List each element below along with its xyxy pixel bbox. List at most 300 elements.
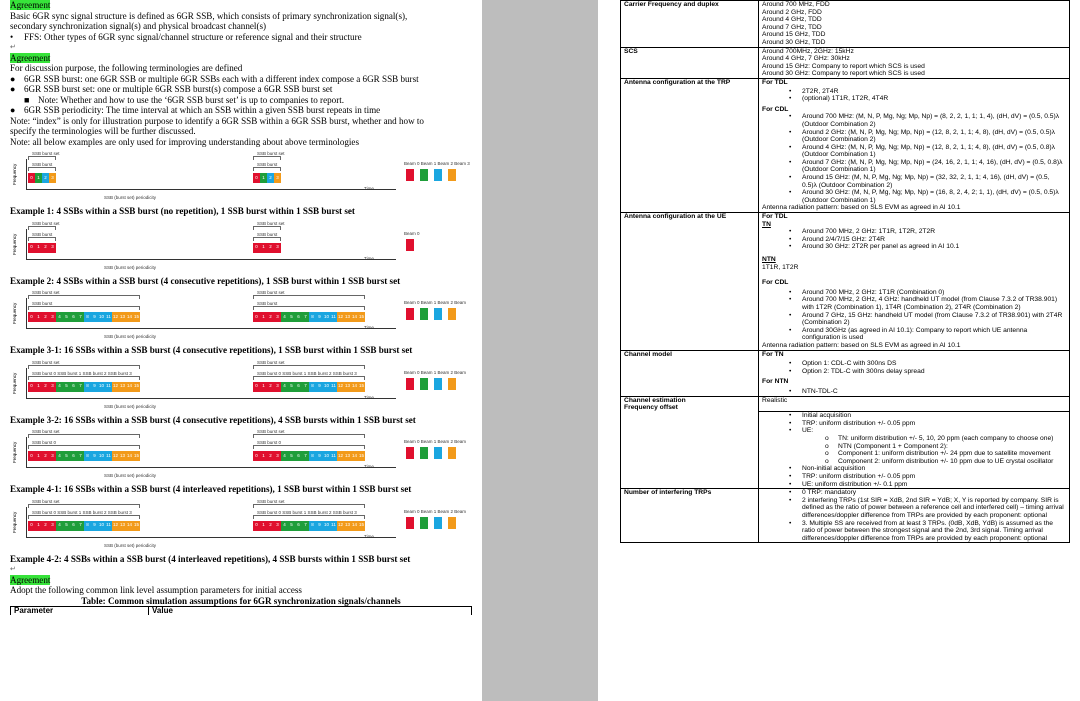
example-caption: Example 1: 4 SSBs within a SSB burst (no repetition), 1 SSB burst within 1 SSB burst set: [10, 206, 355, 216]
beam-legend-swatch: [448, 308, 456, 320]
beam-legend-swatch: [420, 447, 428, 459]
ssb-block: 9: [91, 382, 98, 392]
ssb-block: 3: [274, 173, 281, 183]
burst-set-label: SSB burst set: [257, 498, 285, 504]
ssb-block: 6: [295, 451, 302, 461]
ssb-block: 1: [260, 382, 267, 392]
row-scs: [621, 47, 1070, 78]
burst-label: SSB burst: [32, 231, 53, 237]
params-table: [620, 0, 1070, 543]
left-page: [0, 0, 482, 701]
row-interfering-trps: [621, 489, 1070, 543]
param-name: Antenna configuration at the UE: [621, 213, 759, 351]
ssb-block: 15: [358, 382, 365, 392]
ssb-block: 7: [302, 521, 309, 531]
burst-set-label: SSB burst set: [257, 151, 285, 156]
ssb-figure: [14, 427, 472, 483]
terminology-sub-bullet: ■ Note: Whether and how to use the ‘6GR SSB burst set’ is up to companies to report.: [24, 94, 345, 105]
beam-legend: [406, 378, 456, 390]
frequency-label: Frequency: [12, 163, 17, 185]
beam-legend: [406, 517, 456, 529]
ssb-block: 10: [323, 312, 330, 322]
time-label: Time: [364, 325, 374, 330]
param-value: Realistic: [759, 396, 1070, 412]
terminology-bullet: ● 6GR SSB periodicity: The time interval at which an SSB within a given SSB burst repeats in time: [10, 105, 381, 115]
burst-set-label: SSB burst set: [257, 429, 285, 434]
ssb-block: 12: [112, 312, 119, 322]
ssb-block: 7: [77, 451, 84, 461]
ssb-block: 5: [288, 451, 295, 461]
burst-bracket: [28, 306, 140, 310]
ssb-block: 0: [253, 243, 260, 253]
frequency-label: Frequency: [12, 511, 17, 533]
burst-label: SSB burst 0 SSB burst 1 SSB burst 2 SSB burst 3: [257, 509, 357, 515]
ssb-block: 1: [35, 382, 42, 392]
ssb-block: 15: [133, 382, 140, 392]
ssb-block: 0: [28, 312, 35, 322]
burst-set-label: SSB burst set: [32, 220, 60, 226]
time-label: Time: [364, 533, 374, 539]
time-axis: [26, 189, 396, 190]
ssb-block: 14: [351, 451, 358, 461]
ssb-block: 5: [288, 382, 295, 392]
right-page: [598, 0, 1080, 701]
beam-legend-swatch: [406, 239, 414, 251]
ssb-figure: [14, 497, 472, 553]
ssb-block: 0: [253, 382, 260, 392]
ssb-figure: [14, 288, 472, 344]
ssb-block: 11: [105, 382, 112, 392]
ssb-block: 2: [267, 521, 274, 531]
time-axis: [26, 537, 396, 538]
burst-set-label: SSB burst set: [257, 359, 285, 365]
ssb-block: 2: [267, 451, 274, 461]
frequency-label: Frequency: [12, 302, 17, 324]
param-name: Channel estimation Frequency offset: [621, 396, 759, 412]
ssb-block-group: [28, 312, 140, 322]
ssb-block-group: [253, 521, 365, 531]
frequency-axis: [26, 159, 27, 189]
ssb-block: 8: [309, 312, 316, 322]
burst-set-label: SSB burst set: [257, 220, 285, 226]
param-name: Antenna configuration at the TRP: [621, 78, 759, 212]
param-value: Around 700 MHz, FDD Around 2 GHz, FDD Around 4 GHz, TDD Around 7 GHz, TDD Around 15 GHz, TDD Around 30 GHz, TDD: [759, 1, 1070, 48]
terminology-bullet: ● 6GR SSB burst set: one or multiple 6GR SSB burst(s) compose a 6GR SSB burst set: [10, 84, 333, 94]
ssb-block: 14: [126, 382, 133, 392]
ssb-block: 9: [316, 451, 323, 461]
ssb-block: 9: [91, 451, 98, 461]
ssb-block: 12: [112, 451, 119, 461]
example-caption: Example 2: 4 SSBs within a SSB burst (4 consecutive repetitions), 1 SSB burst within 1 SSB burst set: [10, 275, 401, 286]
burst-bracket: [253, 306, 365, 310]
burst-set-label: SSB burst set: [32, 359, 60, 365]
ssb-block: 11: [105, 451, 112, 461]
burst-label: SSB burst 0 SSB burst 1 SSB burst 2 SSB burst 3: [32, 370, 132, 376]
ssb-block: 11: [105, 312, 112, 322]
frequency-axis: [26, 437, 27, 467]
ssb-block: 6: [70, 521, 77, 531]
frequency-axis: [26, 368, 27, 398]
ssb-block: 2: [267, 312, 274, 322]
ssb-block: 0: [253, 451, 260, 461]
ssb-block-group: [253, 312, 365, 322]
ssb-block: 11: [330, 521, 337, 531]
ssb-block: 1: [260, 521, 267, 531]
ssb-block: 3: [274, 382, 281, 392]
frequency-axis: [26, 298, 27, 328]
ssb-block: 1: [35, 451, 42, 461]
ssb-block: 1: [260, 173, 267, 183]
burst-set-label: SSB burst set: [257, 290, 285, 295]
beam-legend-swatch: [406, 169, 414, 181]
time-axis: [26, 328, 396, 329]
ssb-block: 2: [267, 243, 274, 253]
time-label: Time: [364, 255, 374, 261]
ssb-block: 0: [28, 382, 35, 392]
ssb-block: 6: [70, 451, 77, 461]
row-trp-antenna: [621, 78, 1070, 212]
beam-legend-swatch: [420, 378, 428, 390]
ssb-block: 4: [281, 521, 288, 531]
periodicity-label: SSB (burst set) periodicity: [104, 542, 157, 548]
ssb-block: 14: [351, 521, 358, 531]
beam-legend-swatch: [448, 378, 456, 390]
ssb-block: 4: [56, 312, 63, 322]
ssb-block: 4: [281, 451, 288, 461]
ssb-block: 2: [267, 382, 274, 392]
ssb-block: 6: [70, 312, 77, 322]
ssb-block: 13: [119, 451, 126, 461]
periodicity-label: SSB (burst set) periodicity: [104, 403, 157, 409]
ssb-block: 2: [42, 243, 49, 253]
ssb-block-group: [253, 382, 365, 392]
ssb-block-group: [28, 521, 140, 531]
param-value: Around 700MHz, 2GHz: 15kHz Around 4 GHz, 7 GHz: 30kHz Around 15 GHz: Company to report which SCS is used Around 30 GHz: Company to report which SCS is used: [759, 47, 1070, 78]
ssb-figure: [14, 149, 472, 205]
ssb-block: 9: [91, 312, 98, 322]
ssb-block: 8: [84, 521, 91, 531]
burst-bracket: [253, 376, 365, 380]
ssb-block: 0: [253, 173, 260, 183]
burst-bracket: [28, 445, 140, 449]
ssb-block: 4: [281, 382, 288, 392]
ssb-block: 13: [344, 382, 351, 392]
periodicity-label: SSB (burst set) periodicity: [104, 334, 157, 339]
ssb-block: 6: [295, 312, 302, 322]
ssb-block: 13: [119, 312, 126, 322]
ssb-block: 14: [351, 312, 358, 322]
ssb-block: 9: [316, 312, 323, 322]
ssb-figure: [14, 219, 472, 275]
beam-legend-label: Beam 0 Beam 1 Beam 2 Beam: [404, 300, 467, 305]
left-content: [10, 0, 472, 615]
ssb-block: 11: [105, 521, 112, 531]
index-note-line: Note: “index” is only for illustration purpose to identify a 6GR SSB within a 6GR SSB burst, whether and how to: [10, 115, 424, 126]
ssb-block: 7: [77, 521, 84, 531]
ssb-block: 7: [302, 312, 309, 322]
beam-legend-swatch: [434, 378, 442, 390]
ssb-block: 11: [330, 382, 337, 392]
ssb-block: 7: [77, 312, 84, 322]
ssb-block: 7: [77, 382, 84, 392]
row-frequency-offset: [621, 412, 1070, 489]
beam-legend-swatch: [434, 447, 442, 459]
beam-legend-swatch: [420, 517, 428, 529]
ssb-block: 5: [63, 312, 70, 322]
periodicity-label: SSB (burst set) periodicity: [104, 264, 157, 270]
beam-legend-label: Beam 0 Beam 1 Beam 2 Beam 3: [404, 161, 470, 166]
beam-legend-swatch: [420, 308, 428, 320]
param-value: For TN • Option 1: CDL-C with 300ns DS • Option 2: TDL-C with 300ns delay spread For NTN • NTN-TDL-C: [759, 350, 1070, 396]
beam-legend-swatch: [434, 308, 442, 320]
burst-label: SSB burst: [257, 301, 278, 306]
example-caption: Example 3-2: 16 SSBs within a SSB burst (4 consecutive repetitions), 4 SSB bursts within 1 SSB burst set: [10, 414, 416, 425]
time-axis: [26, 467, 396, 468]
example-caption: Example 4-2: 4 SSBs within a SSB burst (4 interleaved repetitions), 4 SSB bursts within 1 SSB burst set: [10, 553, 411, 564]
periodicity-label: SSB (burst set) periodicity: [104, 195, 157, 200]
ssb-block: 13: [344, 451, 351, 461]
beam-legend-swatch: [448, 447, 456, 459]
ssb-block-group: [253, 243, 281, 253]
beam-legend-swatch: [434, 517, 442, 529]
frequency-label: Frequency: [12, 441, 17, 463]
ssb-block-group: [253, 451, 365, 461]
ssb-block: 2: [42, 312, 49, 322]
row-channel-estimation: [621, 396, 1070, 412]
beam-legend-label: Beam 0 Beam 1 Beam 2 Beam: [404, 369, 467, 375]
row-ue-antenna: [621, 213, 1070, 351]
ssb-block: 14: [126, 312, 133, 322]
ssb-block: 15: [133, 521, 140, 531]
burst-label: SSB burst 0 SSB burst 1 SSB burst 2 SSB burst 3: [32, 509, 132, 515]
agreement-3-text: Adopt the following common link level assumption parameters for initial access: [10, 585, 302, 595]
ssb-block: 9: [91, 521, 98, 531]
burst-label: SSB burst: [257, 162, 278, 167]
ssb-block: 1: [35, 243, 42, 253]
beam-legend-swatch: [406, 308, 414, 320]
ssb-block: 9: [316, 521, 323, 531]
time-axis: [26, 259, 396, 260]
ssb-block: 3: [49, 312, 56, 322]
burst-set-label: SSB burst set: [32, 290, 60, 295]
ssb-block: 4: [56, 451, 63, 461]
ssb-block-group: [253, 173, 281, 183]
ssb-block: 12: [112, 521, 119, 531]
time-label: Time: [364, 186, 374, 191]
ssb-block: 10: [98, 382, 105, 392]
ssb-block: 5: [63, 451, 70, 461]
ssb-block: 1: [260, 312, 267, 322]
burst-label: SSB burst 0 SSB burst 1 SSB burst 2 SSB burst 3: [257, 370, 357, 376]
burst-bracket: [253, 237, 281, 241]
ssb-block: 14: [126, 451, 133, 461]
ssb-block: 12: [337, 312, 344, 322]
ssb-block: 0: [253, 521, 260, 531]
beam-legend: [406, 447, 456, 459]
ssb-block: 12: [337, 521, 344, 531]
ssb-block: 8: [84, 312, 91, 322]
param-name: Number of interfering TRPs: [621, 489, 759, 543]
beam-legend-swatch: [448, 517, 456, 529]
ssb-block: 0: [253, 312, 260, 322]
ssb-block: 14: [351, 382, 358, 392]
burst-set-label: SSB burst set: [32, 498, 60, 504]
ssb-block: 8: [309, 521, 316, 531]
periodicity-label: SSB (burst set) periodicity: [104, 473, 157, 478]
frequency-label: Frequency: [12, 372, 17, 394]
ssb-block: 3: [49, 243, 56, 253]
ssb-block: 1: [260, 243, 267, 253]
agreement-1-bullet: • FFS: Other types of 6GR sync signal/channel structure or reference signal and their structure: [10, 31, 362, 42]
ssb-block: 0: [28, 521, 35, 531]
frequency-axis: [26, 229, 27, 259]
ssb-block: 6: [295, 382, 302, 392]
table-title: Table: Common simulation assumptions for 6GR synchronization signals/channels: [81, 595, 401, 606]
ssb-block: 8: [84, 382, 91, 392]
beam-legend-label: Beam 0 Beam 1 Beam 2 Beam: [404, 508, 467, 514]
ssb-block: 0: [28, 451, 35, 461]
ssb-block: 6: [70, 382, 77, 392]
burst-label: SSB burst 0: [257, 440, 282, 445]
row-channel-model: [621, 350, 1070, 396]
ssb-block: 15: [358, 521, 365, 531]
ssb-block: 13: [119, 521, 126, 531]
ssb-block: 7: [302, 382, 309, 392]
ssb-block: 12: [337, 451, 344, 461]
burst-bracket: [28, 515, 140, 519]
param-value: For TDL • 2T2R, 2T4R • (optional) 1T1R, 1T2R, 4T4R For CDL • Around 700 MHz: (M, N, P, Mg, Ng; Mp, Np) = (8, 2, 2, 1, 1; 1, 4), (dH, dV) = (0.5, 0.5)λ (Outdoor Combination 2) • Around 2 GHz: (M, N, P, Mg, Ng; Mp, Np) = (12, 8, 2, 1, 1; 4, 8), (dH, dV) = (0.5, 0.5)λ (Outdoor Combination 2) • Around 4 GHz: (M, N, P, Mg, Ng; Mp, Np) = (12, 8, 2, 1, 1; 4, 8), (dH, dV) = (0.5, 0.8)λ (Outdoor Combination 1) • Around 7 GHz: (M, N, P, Mg, Ng; Mp, Np) = (24, 16, 2, 1, 1; 4, 16), (dH, dV) = (0.5, 0.8)λ (Outdoor Combination 1) • Around 15 GHz: (M, N, P, Mg, Ng; Mp, Np) = (32, 32, 2, 1, 1; 4, 16), (dH, dV) = (0.5, 0.5)λ (Outdoor Combination 2) • Around 30 GHz: (M, N, P, Mg, Ng; Mp, Np) = (16, 8, 2, 4, 2; 1, 1), (dH, dV) = (0.5, 0.5)λ (Outdoor Combination 1) Antenna radiation pattern: based on SLS EVM as agreed in AI 10.1: [759, 78, 1070, 212]
ssb-block: 13: [344, 312, 351, 322]
ssb-block: 1: [35, 173, 42, 183]
ssb-block: 1: [35, 521, 42, 531]
ssb-block: 4: [56, 521, 63, 531]
ssb-block: 3: [49, 382, 56, 392]
ssb-block: 3: [274, 312, 281, 322]
example-caption: Example 4-1: 16 SSBs within a SSB burst (4 interleaved repetitions), 1 SSB burst within 1 SSB burst set: [10, 484, 412, 494]
burst-set-label: SSB burst set: [32, 429, 60, 434]
param-value: • 0 TRP: mandatory • 2 interfering TRPs (1st SIR = XdB, 2nd SIR = YdB; X, Y is reported by company. SIR is defined as the ratio of power between a reference cell and interfered cell) – timing arrival differences/doppler difference from TRPs are provided by each proponent: optional • 3. Multiple SS are received from at least 3 TRPs. (0dB, XdB, YdB) is assumed as the ratio of power between the strongest signal and the 2nd, 3rd signal. Timing arrival differences/doppler difference from TRPs are provided by each proponent: optional: [759, 489, 1070, 543]
param-name: Carrier Frequency and duplex: [621, 1, 759, 48]
ssb-block: 12: [112, 382, 119, 392]
param-name-cont: [621, 412, 759, 489]
beam-legend-label: Beam 0: [404, 230, 420, 236]
agreement-label-1: Agreement: [10, 0, 51, 10]
ssb-block: 10: [98, 451, 105, 461]
frequency-axis: [26, 507, 27, 537]
agreement-label-3: Agreement: [10, 574, 51, 585]
burst-bracket: [28, 376, 140, 380]
ssb-block: 10: [98, 521, 105, 531]
param-name: Channel model: [621, 350, 759, 396]
ssb-figure: [14, 358, 472, 414]
beam-legend: [406, 169, 456, 181]
examples-note: Note: all below examples are only used for improving understanding about above terminologies: [10, 136, 360, 147]
param-name: SCS: [621, 47, 759, 78]
ssb-block: 13: [344, 521, 351, 531]
terminology-bullet: ● 6GR SSB burst: one 6GR SSB or multiple 6GR SSBs each with a different index compose a 6GR SSB burst: [10, 73, 419, 84]
frequency-label: Frequency: [12, 233, 17, 255]
ssb-block: 8: [309, 382, 316, 392]
param-value: For TDL TN • Around 700 MHz, 2 GHz: 1T1R, 1T2R, 2T2R • Around 2/4/7/15 GHz: 2T4R • Around 30 GHz: 2T2R per panel as agreed in AI 10.1 NTN 1T1R, 1T2R For CDL • Around 700 MHz, 2 GHz: 1T1R (Combination 0) • Around 700 MHz, 2 GHz, 4 GHz: handheld UT model (from Clause 7.3.2 of TR38.901) with 1T2R (Combination 1), 1T4R (Combination 2), 2T4R (Combination 2) • Around 7 GHz, 15 GHz: handheld UT model (from Clause 7.3.2 of TR38.901) with 2T4R (Combination 2) • Around 30GHz (as agreed in AI 10.1): Company to report which UE antenna configuration is used Antenna radiation pattern: based on SLS EVM as agreed in AI 10.1: [759, 213, 1070, 351]
ssb-block: 13: [119, 382, 126, 392]
ssb-block: 3: [49, 173, 56, 183]
paragraph-mark: ↵: [10, 565, 16, 573]
ssb-block: 1: [260, 451, 267, 461]
example-caption: Example 3-1: 16 SSBs within a SSB burst (4 consecutive repetitions), 1 SSB burst within 1 SSB burst set: [10, 345, 413, 355]
burst-label: SSB burst: [32, 162, 53, 167]
ssb-block: 14: [126, 521, 133, 531]
paragraph-mark: ↵: [10, 43, 16, 51]
ssb-block-group: [28, 243, 56, 253]
burst-bracket: [28, 167, 56, 171]
row-carrier-frequency: [621, 1, 1070, 48]
ssb-block: 15: [358, 312, 365, 322]
ssb-block: 10: [98, 312, 105, 322]
beam-legend-swatch: [434, 169, 442, 181]
ssb-block: 10: [323, 451, 330, 461]
burst-set-label: SSB burst set: [32, 151, 60, 156]
ssb-block: 10: [323, 382, 330, 392]
ssb-block: 0: [28, 173, 35, 183]
ssb-block: 5: [63, 382, 70, 392]
agreement-1-text-line: secondary synchronization signal(s) and physical broadcast channel(s): [10, 21, 267, 31]
ssb-block: 1: [35, 312, 42, 322]
ssb-block: 12: [337, 382, 344, 392]
param-value: • Initial acquisition • TRP: uniform distribution +/- 0.05 ppm • UE: o TN: uniform distribution +/- 5, 10, 20 ppm (each company to choose one) o NTN (Component 1 + Component 2): o Component 1: uniform distribution +/- 24 ppm due to satellite movement o Component 2: uniform distribution +/- 10 ppm due to UE crystal oscillator • Non-initial acquisition • TRP: uniform distribution +/- 0.05 ppm • UE: uniform distribution +/- 0.1 ppm: [759, 412, 1070, 489]
ssb-block: 3: [49, 521, 56, 531]
burst-bracket: [28, 237, 56, 241]
header-value: Value: [149, 607, 472, 615]
ssb-block: 3: [274, 243, 281, 253]
beam-legend-label: Beam 0 Beam 1 Beam 2 Beam: [404, 439, 467, 444]
beam-legend-swatch: [406, 517, 414, 529]
ssb-block: 5: [288, 312, 295, 322]
ssb-block: 2: [42, 521, 49, 531]
ssb-block: 8: [84, 451, 91, 461]
time-label: Time: [364, 394, 374, 400]
ssb-block: 7: [302, 451, 309, 461]
ssb-block: 3: [274, 521, 281, 531]
ssb-block-group: [28, 173, 56, 183]
burst-bracket: [253, 167, 281, 171]
ssb-block: 5: [63, 521, 70, 531]
time-axis: [26, 398, 396, 399]
beam-legend-swatch: [406, 378, 414, 390]
index-note-line: specify the terminologies will be further discussed.: [10, 126, 196, 136]
ssb-block: 0: [28, 243, 35, 253]
beam-legend-swatch: [420, 169, 428, 181]
ssb-block: 2: [42, 382, 49, 392]
burst-label: SSB burst: [32, 301, 53, 306]
beam-legend-swatch: [406, 447, 414, 459]
ssb-block: 2: [42, 451, 49, 461]
ssb-block: 5: [288, 521, 295, 531]
time-label: Time: [364, 464, 374, 469]
ssb-block: 15: [133, 451, 140, 461]
ssb-block: 4: [56, 382, 63, 392]
ssb-block: 10: [323, 521, 330, 531]
ssb-block: 15: [133, 312, 140, 322]
ssb-block: 6: [295, 521, 302, 531]
burst-label: SSB burst 0: [32, 440, 57, 445]
beam-legend: [406, 308, 456, 320]
beam-legend-swatch: [448, 169, 456, 181]
ssb-block: 11: [330, 312, 337, 322]
ssb-block-group: [28, 382, 140, 392]
burst-bracket: [253, 445, 365, 449]
agreement-label-2: Agreement: [10, 52, 51, 63]
ssb-block: 15: [358, 451, 365, 461]
